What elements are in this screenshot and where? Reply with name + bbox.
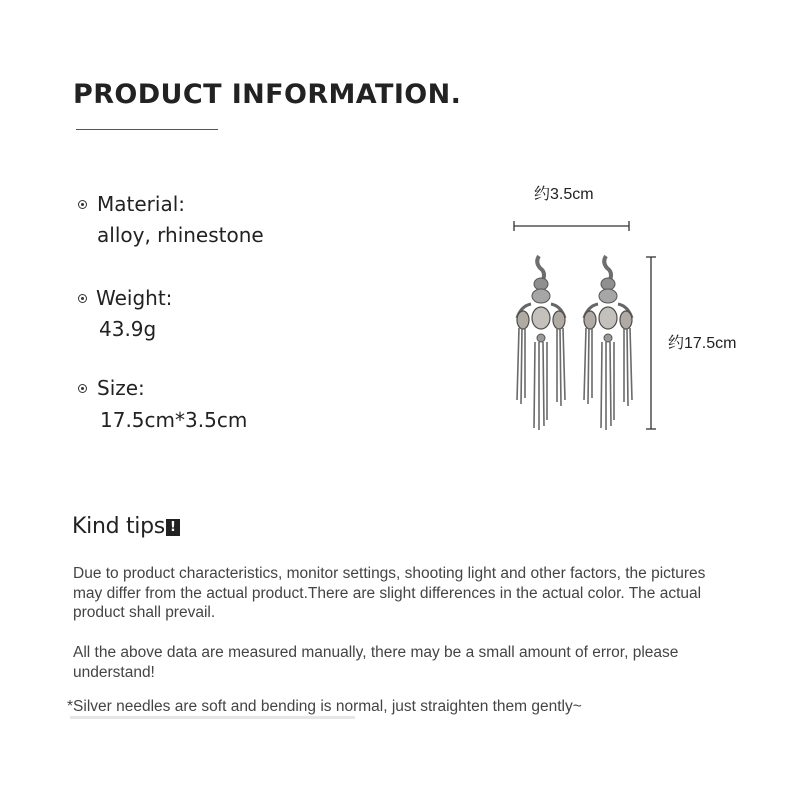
right-earring [584, 256, 632, 430]
kind-tips-title: Kind tips [72, 514, 165, 539]
bullet-icon [78, 294, 87, 303]
width-dimension-label: 约3.5cm [534, 186, 594, 203]
width-dimension-line [514, 221, 629, 231]
spec-value: 43.9g [99, 317, 157, 341]
exclamation-icon: ! [166, 519, 180, 536]
page-title: PRODUCT INFORMATION. [73, 79, 462, 110]
spec-label: Size: [97, 376, 145, 400]
spec-value: 17.5cm*3.5cm [100, 408, 248, 432]
bullet-icon [78, 200, 87, 209]
tips-paragraph-2: All the above data are measured manually, there may be a small amount of error, please understand! [73, 644, 679, 681]
tips-paragraph-1: Due to product characteristics, monitor settings, shooting light and other factors, the pictures may differ from the actual product.There are slight differences in the actual color. The actual product shall prevail. [73, 565, 706, 621]
bullet-icon [78, 384, 87, 393]
spec-value: alloy, rhinestone [97, 223, 264, 247]
left-earring [517, 256, 565, 430]
tips-note: *Silver needles are soft and bending is normal, just straighten them gently~ [67, 698, 582, 715]
height-dimension-label: 约17.5cm [668, 335, 737, 352]
product-image [500, 210, 670, 440]
height-dimension-line [646, 257, 656, 429]
spec-label: Material: [97, 192, 185, 216]
spec-label: Weight: [96, 286, 173, 310]
title-divider [76, 129, 218, 130]
